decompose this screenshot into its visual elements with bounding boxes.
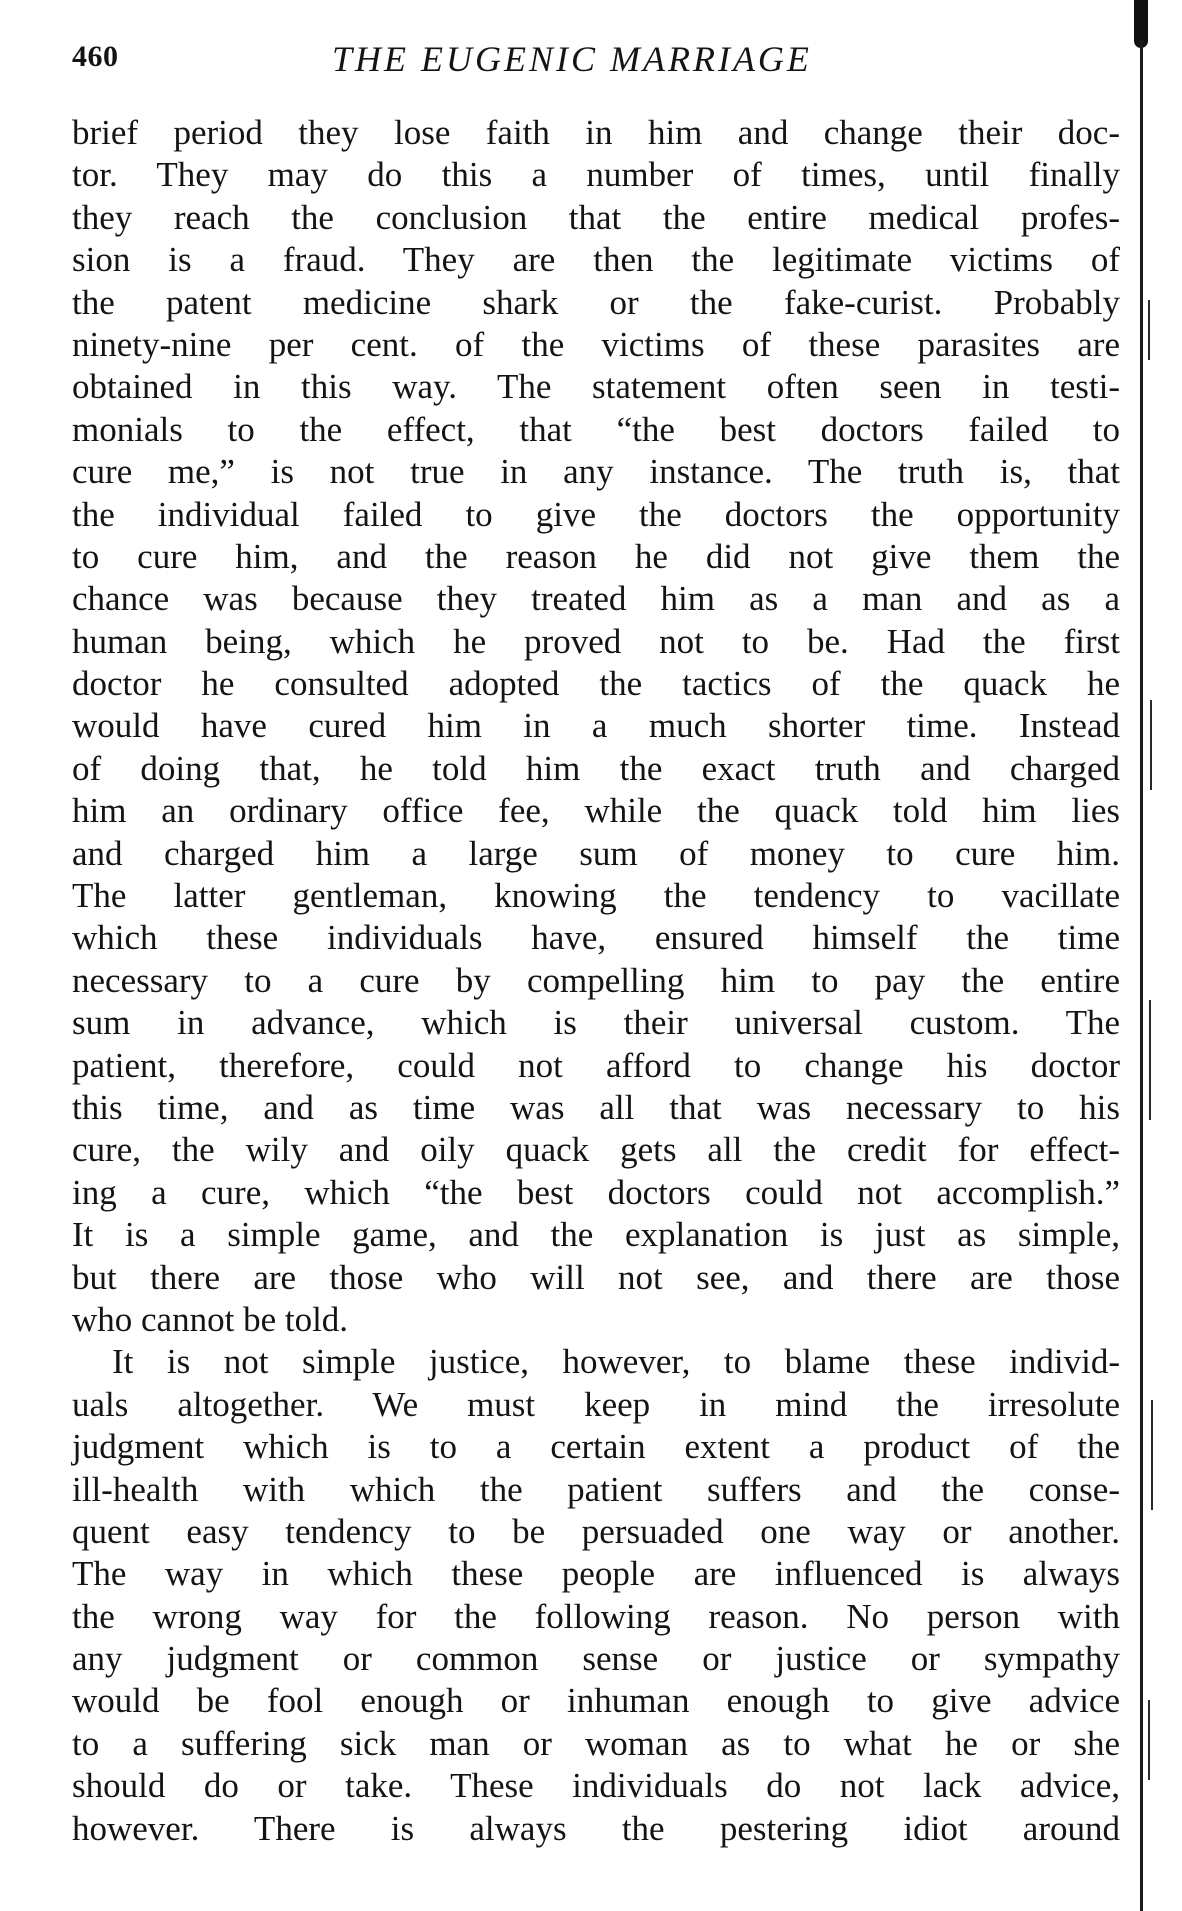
paragraph-start-line: It is not simple justice, however, to blame these individ- <box>112 1342 1120 1382</box>
text-line: The way in which these people are influenced is always <box>72 1554 1120 1594</box>
text-line: which these individuals have, ensured himself the time <box>72 918 1120 958</box>
text-line: necessary to a cure by compelling him to pay the entire <box>72 960 1120 1000</box>
text-line: would be fool enough or inhuman enough to give advice <box>72 1681 1120 1721</box>
text-line: this time, and as time was all that was necessary to his <box>72 1087 1120 1127</box>
text-line: ill-health with which the patient suffers and the conse- <box>72 1469 1120 1509</box>
paragraph-end-line: who cannot be told. <box>72 1299 349 1339</box>
text-line: quent easy tendency to be persuaded one way or another. <box>72 1511 1120 1551</box>
page-edge-mark <box>1148 300 1150 360</box>
text-line: sum in advance, which is their universal custom. The <box>72 1003 1120 1043</box>
text-line: they reach the conclusion that the entire medical profes- <box>72 197 1120 237</box>
text-line: but there are those who will not see, and there are those <box>72 1257 1120 1297</box>
text-line: should do or take. These individuals do not lack advice, <box>72 1766 1120 1806</box>
text-line: chance was because they treated him as a man and as a <box>72 579 1120 619</box>
text-line: brief period they lose faith in him and change their doc- <box>72 113 1120 152</box>
text-line: It is a simple game, and the explanation is just as simple, <box>72 1215 1120 1255</box>
page-edge-mark <box>1150 700 1152 790</box>
text-line: monials to the effect, that “the best doctors failed to <box>72 409 1120 449</box>
text-line: him an ordinary office fee, while the quack told him lies <box>72 791 1120 831</box>
text-line: cure me,” is not true in any instance. The truth is, that <box>72 452 1120 492</box>
text-line: ing a cure, which “the best doctors could not accomplish.” <box>72 1172 1120 1212</box>
running-title: THE EUGENIC MARRIAGE <box>332 39 812 79</box>
text-line: the patent medicine shark or the fake-curist. Probably <box>72 282 1120 322</box>
text-line: doctor he consulted adopted the tactics of the quack he <box>72 664 1120 704</box>
page-edge-line <box>1140 40 1143 1911</box>
text-line: and charged him a large sum of money to cure him. <box>72 833 1120 873</box>
text-line: to cure him, and the reason he did not give them the <box>72 536 1120 576</box>
text-line: obtained in this way. The statement often seen in testi- <box>72 367 1120 407</box>
text-line: the individual failed to give the doctors the opportunity <box>72 494 1120 534</box>
text-line: would have cured him in a much shorter time. Instead <box>72 706 1120 746</box>
text-line: judgment which is to a certain extent a product of the <box>72 1427 1120 1467</box>
page-edge-mark <box>1149 1000 1151 1120</box>
text-line: the wrong way for the following reason. No person with <box>72 1596 1120 1636</box>
text-line: ninety-nine per cent. of the victims of these parasites are <box>72 324 1120 364</box>
text-line: any judgment or common sense or justice or sympathy <box>72 1639 1120 1679</box>
page-edge-mark <box>1151 1400 1153 1510</box>
text-line: to a suffering sick man or woman as to what he or she <box>72 1723 1120 1763</box>
page-edge-mark <box>1148 1700 1150 1780</box>
text-line: patient, therefore, could not afford to change his doctor <box>72 1045 1120 1085</box>
text-line: uals altogether. We must keep in mind the irresolute <box>72 1384 1120 1424</box>
page-number: 460 <box>72 40 119 73</box>
text-line: human being, which he proved not to be. Had the first <box>72 621 1120 661</box>
text-line: tor. They may do this a number of times, until finally <box>72 155 1120 195</box>
text-line: cure, the wily and oily quack gets all the credit for effect- <box>72 1130 1120 1170</box>
text-line: of doing that, he told him the exact truth and charged <box>72 748 1120 788</box>
text-line: sion is a fraud. They are then the legitimate victims of <box>72 240 1120 280</box>
page-header <box>72 34 1122 84</box>
text-line: The latter gentleman, knowing the tendency to vacillate <box>72 876 1120 916</box>
body-text <box>72 112 1120 1850</box>
text-line: however. There is always the pestering idiot around <box>72 1808 1120 1848</box>
